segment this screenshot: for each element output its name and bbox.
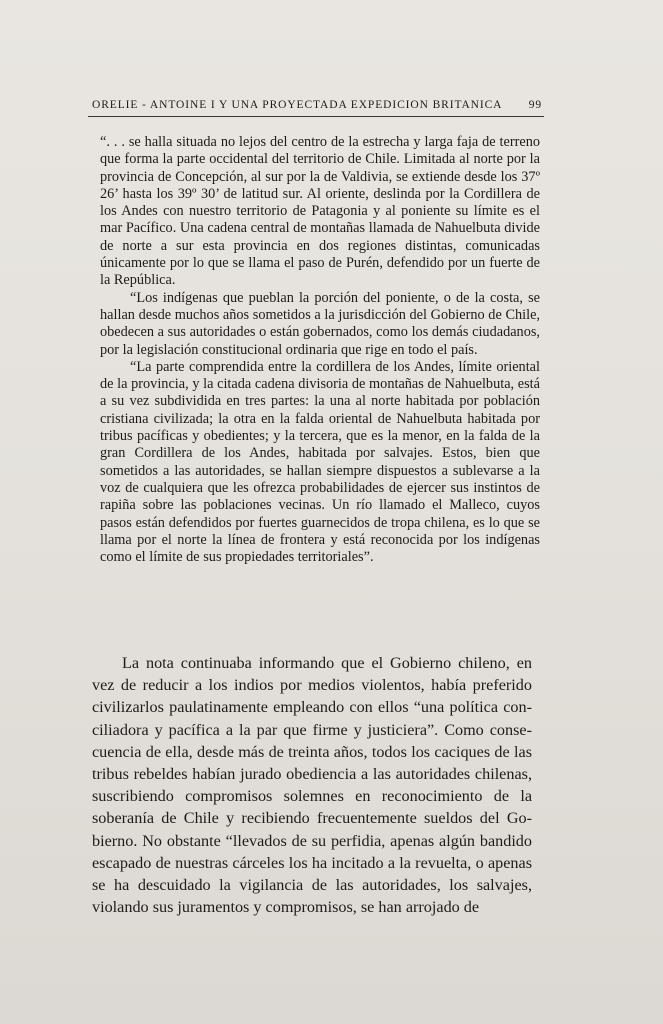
block-quote <box>100 134 540 566</box>
quote-paragraph-3: “La parte comprendida entre la cordillera de los Andes, límite oriental de la provincia, y la citada cadena divisoria de montañas de Nahuelbuta, está a su vez subdividida en tres partes: la una al norte habitada por población cristiana civilizada; la otra en la falda oriental de Nahuelbuta habitada por tribus pacíficas y obedientes; y la tercera, que es la menor, en la falda de la gran Cordillera de los Andes, habitada por salvajes. Estos, bien que sometidos a las autoridades, se hallan siempre dispuestos a sublevarse a la voz de cualquiera que les ofrezca probabilidades de ejercer sus instintos de rapiña sobre las poblaciones vecinas. Un río llamado el Malleco, cuyos pasos están defendidos por fuertes guarnecidos de tropa chilena, es lo que se llama por el norte la línea de frontera y está reconocida por los indígenas como el límite de sus propiedades territoriales”. <box>100 358 540 566</box>
header-rule <box>88 116 544 117</box>
page-number: 99 <box>528 99 542 111</box>
body-paragraph-1: La nota continuaba informando que el Gobierno chileno, en vez de reducir a los indios por medios violentos, había preferido civilizarlos paulatinamente empleando con ellos “una política conciliadora y pacífica a la par que firme y justiciera”. Como consecuencia de ella, desde más de treinta años, todos los caciques de las tribus rebeldes habían jurado obediencia a las autoridades chilenas, suscribiendo compromisos solemnes en reconocimiento de la soberanía de Chile y recibiendo frecuentemente sueldos del Gobierno. No obstante “llevados de su perfidia, apenas algún bandido escapado de nuestras cárceles los ha incitado a la revuelta, o apenas se ha descuidado la vigilancia de las autoridades, los salvajes, violando sus juramentos y compromisos, se han arrojado de <box>92 654 532 917</box>
quote-paragraph-1: “. . . se halla situada no lejos del centro de la estrecha y larga faja de terreno que forma la parte occidental del territorio de Chile. Limitada al norte por la provincia de Concepción, al sur por la de Valdivia, se extiende desde los 37º 26’ hasta los 39º 30’ de latitud sur. Al oriente, deslinda por la Cordillera de los Andes con nuestro territorio de Patagonia y al poniente su límite es el mar Pacífico. Una cadena central de montañas llamada de Nahuelbuta divide de norte a sur esta provincia en dos regiones distintas, comunicadas únicamente por lo que se llama el paso de Purén, defendido por un fuerte de la República. <box>100 134 540 289</box>
running-title: ORELIE - ANTOINE I Y UNA PROYECTADA EXPEDICION BRITANICA <box>92 99 503 111</box>
running-head <box>92 99 542 111</box>
quote-paragraph-2: “Los indígenas que pueblan la porción del poniente, o de la costa, se hallan desde muchos años sometidos a la jurisdicción del Gobierno de Chile, obedecen a sus autoridades o están gobernados, como los demás ciudadanos, por la legislación constitucional ordinaria que rige en todo el país. <box>100 289 540 358</box>
body-text <box>92 652 532 918</box>
